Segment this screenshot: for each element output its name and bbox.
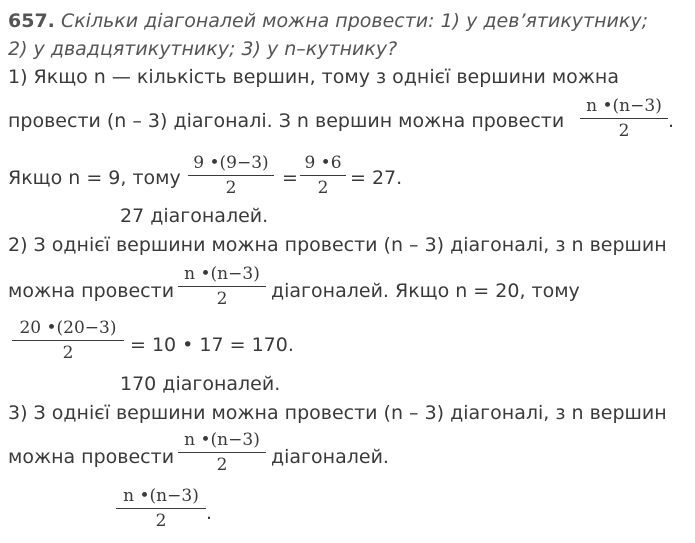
part3-fraction-2 bbox=[116, 486, 206, 531]
fraction-bar bbox=[580, 118, 668, 119]
fraction-bar bbox=[300, 175, 346, 176]
fraction-numerator: n •(n−3) bbox=[184, 264, 260, 284]
part1-fraction-1 bbox=[580, 96, 668, 141]
fraction-numerator: n •(n−3) bbox=[123, 486, 199, 506]
part2-line-1: 2) З однієї вершини можна провести (n – 3) діагоналі, з n вершин bbox=[8, 234, 667, 256]
part1-equals-1: = bbox=[282, 167, 298, 189]
part3-fraction-1 bbox=[178, 430, 266, 475]
part1-equals-2: = 27. bbox=[350, 167, 403, 189]
fraction-numerator: 9 •6 bbox=[304, 153, 342, 173]
fraction-numerator: n •(n−3) bbox=[586, 96, 662, 116]
fraction-numerator: 20 •(20−3) bbox=[19, 318, 117, 338]
part2-line-2-post: діагоналей. Якщо n = 20, тому bbox=[271, 280, 580, 302]
fraction-denominator: 2 bbox=[155, 511, 167, 531]
part1-fraction-3 bbox=[300, 153, 346, 198]
fraction-numerator: 9 •(9−3) bbox=[193, 153, 269, 173]
part1-period: . bbox=[668, 110, 675, 132]
fraction-denominator: 2 bbox=[225, 178, 237, 198]
task-number: 657. bbox=[8, 10, 55, 32]
fraction-denominator: 2 bbox=[216, 455, 228, 475]
part3-line-1: 3) З однієї вершини можна провести (n – 3) діагоналі, з n вершин bbox=[8, 402, 667, 424]
part1-fraction-2 bbox=[188, 153, 274, 198]
task-line-2: 2) у двадцятикутнику; 3) у n–кутнику? bbox=[8, 38, 398, 60]
part1-answer: 27 діагоналей. bbox=[120, 205, 269, 227]
part2-line-2-pre: можна провести bbox=[8, 280, 175, 302]
fraction-bar bbox=[178, 452, 266, 453]
fraction-bar bbox=[12, 340, 124, 341]
fraction-bar bbox=[116, 508, 206, 509]
fraction-denominator: 2 bbox=[216, 289, 228, 309]
part1-line-2: провести (n – 3) діагоналі. З n вершин можна провести bbox=[8, 110, 565, 132]
task-line-1 bbox=[8, 10, 648, 32]
fraction-denominator: 2 bbox=[62, 343, 74, 363]
fraction-numerator: n •(n−3) bbox=[184, 430, 260, 450]
fraction-denominator: 2 bbox=[317, 178, 329, 198]
part3-line-2-post: діагоналей. bbox=[271, 446, 389, 468]
fraction-bar bbox=[188, 175, 274, 176]
part3-period: . bbox=[206, 502, 213, 524]
part2-fraction-1 bbox=[178, 264, 266, 309]
part2-fraction-2 bbox=[12, 318, 124, 363]
part2-answer: 170 діагоналей. bbox=[120, 373, 281, 395]
part1-line-3: Якщо n = 9, тому bbox=[8, 167, 181, 189]
part1-line-1: 1) Якщо n — кількість вершин, тому з однієї вершини можна bbox=[8, 66, 619, 88]
fraction-bar bbox=[178, 286, 266, 287]
fraction-denominator: 2 bbox=[618, 121, 630, 141]
part2-equation: = 10 • 17 = 170. bbox=[130, 334, 294, 356]
task-text-1: Скільки діагоналей можна провести: 1) у дев’ятикутнику; bbox=[60, 10, 649, 32]
part3-line-2-pre: можна провести bbox=[8, 446, 175, 468]
